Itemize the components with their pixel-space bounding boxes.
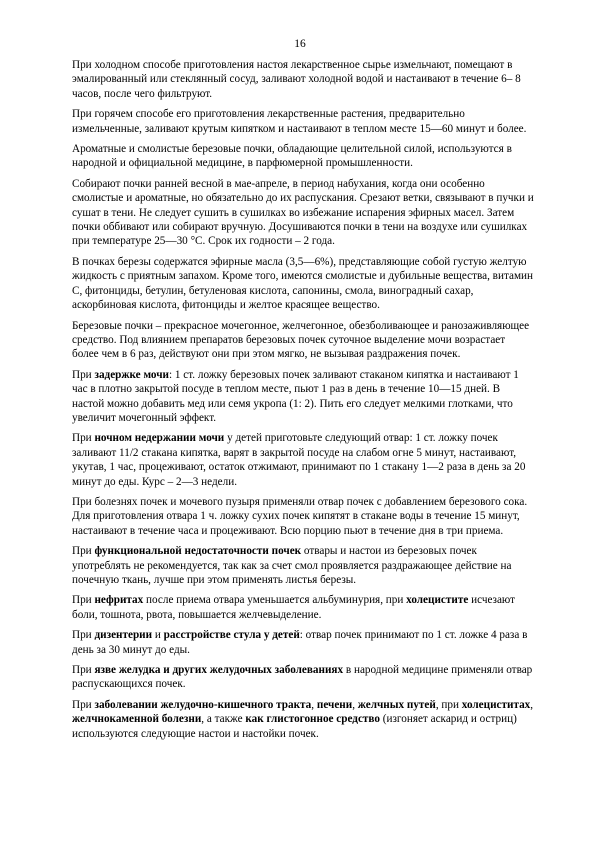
bold-term: печени (316, 698, 353, 711)
paragraph (72, 177, 534, 249)
page-number: 16 (294, 38, 306, 50)
text-run: При (72, 545, 95, 558)
paragraph (72, 255, 534, 313)
paragraph (72, 544, 534, 587)
bold-term: расстройстве стула у детей (163, 629, 300, 642)
paragraph (72, 142, 534, 171)
text-run: после приема отвара уменьшается альбуминурия, при (143, 594, 407, 607)
bold-term: желчнокаменной болезни (72, 713, 202, 726)
bold-term: задержке мочи (94, 368, 169, 381)
paragraph (72, 368, 534, 426)
text-run: в народной медицине применяли отвар распускающихся почек. (72, 664, 533, 691)
document-body (72, 58, 534, 747)
text-run: Ароматные и смолистые березовые почки, обладающие целительной силой, используются в народной и официальной медицине, в парфюмерной промышленности. (72, 143, 512, 170)
text-run: Собирают почки ранней весной в мае-апреле, в период набухания, когда они особенно смолистые и ароматные, но обязательно до их распускания. Срезают ветки, связывают в пучки и сушат в тени. Не следует сушить в сушилках во избежание испарения эфирных масел. Затем почки оббивают или собирают вручную. Досушиваются почки в тени на воздухе или сушилках при температуре 25—30 °С. Срок их годности – 2 года. (72, 177, 534, 248)
bold-term: дизентерии (94, 629, 153, 642)
text-run: исчезают боли, тошнота, рвота, повышается желчевыделение. (72, 594, 516, 621)
bold-term: функциональной недостаточности почек (94, 545, 302, 558)
bold-term: как глистогонное средство (245, 713, 380, 726)
paragraph (72, 663, 534, 692)
text-run: При болезнях почек и мочевого пузыря применяли отвар почек с добавлением березового сока. Для приготовления отвара 1 ч. ложку сухих почек кипятят в стакане воды в течение 15 минут, настаивают в течение часа и процеживают. Всю порцию пьют в течение дня в три приема. (72, 495, 528, 537)
text-run: , при (435, 698, 462, 711)
paragraph (72, 431, 534, 489)
text-run: , (352, 698, 358, 711)
text-run: При (72, 698, 95, 711)
bold-term: язве желудка и других желудочных заболеваниях (94, 664, 344, 677)
text-run: В почках березы содержатся эфирные масла (3,5—6%), представляющие собой густую желтую жидкость с приятным запахом. Кроме того, имеются смолистые и дубильные вещества, витамин С, фитонциды, бетулин, бетуленовая кислота, сапонины, смола, виноградный сахар, аскорбиновая кислота, фитонциды и желтое красящее вещество. (72, 255, 533, 312)
text-run: Березовые почки – прекрасное мочегонное, желчегонное, обезболивающее и ранозаживляющее средство. Под влиянием препаратов березовых почек суточное выделение мочи возрастает более чем в 6 раз, действуют они при этом мягко, не вызывая раздражения почек. (72, 319, 530, 361)
text-run: При (72, 594, 95, 607)
bold-term: холециститах (461, 698, 531, 711)
paragraph (72, 495, 534, 538)
text-run: : 1 ст. ложку березовых почек заливают стаканом кипятка и настаивают 1 час в плотно закрытой посуде в теплом месте, пьют 1 раз в день в течение 10—15 дней. В настой можно добавить мед или семя укропа (1: 2). Пить его следует мелкими глотками, что увеличит мочегонный эффект. (72, 368, 519, 424)
text-run: При (72, 368, 95, 381)
text-run: При холодном способе приготовления настоя лекарственное сырье измельчают, помещают в эмалированный или стеклянный сосуд, заливают холодной водой и настаивают в течение 6– 8 часов, после чего фильтруют. (72, 59, 521, 100)
paragraph (72, 107, 534, 136)
text-run: (изгоняет аскарид и остриц) используются следующие настои и настойки почек. (72, 713, 517, 740)
text-run: и (152, 629, 164, 642)
text-run: При (72, 664, 95, 677)
text-run: , а также (201, 713, 246, 726)
bold-term: ночном недержании мочи (94, 432, 225, 445)
text-run: При (72, 432, 95, 445)
text-run: отвары и настои из березовых почек употреблять не рекомендуется, так как за счет смол проявляется раздражающее действие на почечную ткань, лучше при этом применять листья березы. (72, 545, 512, 586)
text-run: : отвар почек принимают по 1 ст. ложке 4 раза в день за 30 минут до еды. (72, 629, 528, 656)
text-run: , (530, 698, 534, 711)
paragraph (72, 593, 534, 622)
text-run: , (311, 698, 317, 711)
bold-term: заболевании желудочно-кишечного тракта (94, 698, 312, 711)
text-run: При горячем способе его приготовления лекарственные растения, предварительно измельченные, заливают крутым кипятком и настаивают в теплом месте 15—60 минут и более. (72, 108, 527, 135)
paragraph (72, 698, 534, 741)
bold-term: нефритах (94, 594, 144, 607)
text-run: При (72, 629, 95, 642)
bold-term: желчных путей (357, 698, 436, 711)
bold-term: холецистите (406, 594, 469, 607)
paragraph (72, 58, 534, 101)
paragraph (72, 319, 534, 362)
paragraph (72, 628, 534, 657)
text-run: у детей приготовьте следующий отвар: 1 ст. ложку почек заливают 11/2 стакана кипятка, варят в закрытой посуде на слабом огне 5 минут, настаивают, укутав, 1 час, процеживают, остаток отжимают, принимают по 1 стакану 1—2 раза в день за 20 минут до еды. Курс – 2—3 недели. (72, 432, 526, 488)
